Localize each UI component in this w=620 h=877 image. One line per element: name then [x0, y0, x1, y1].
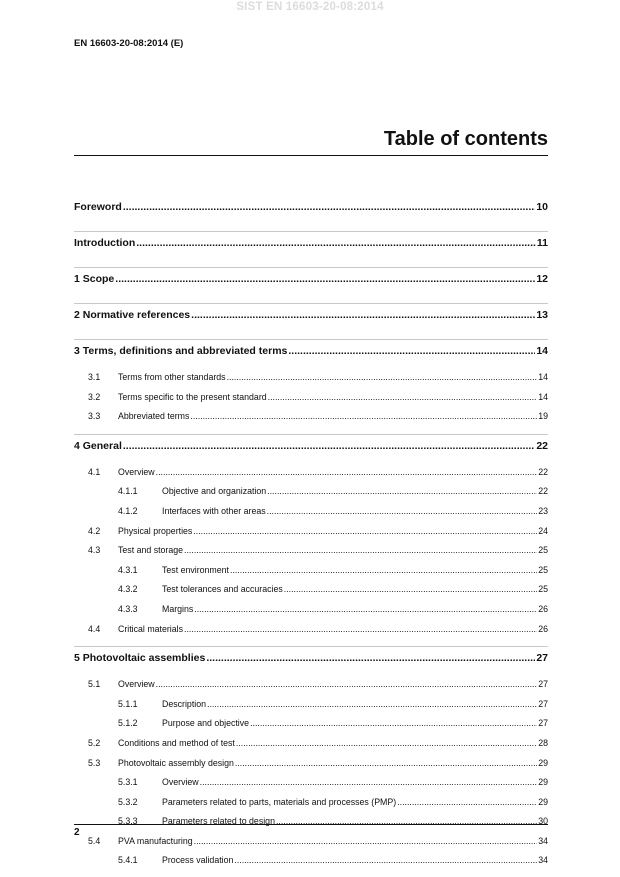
toc-entry-title: Test tolerances and accuracies — [162, 584, 283, 595]
toc-subsubsection-entry[interactable] — [74, 796, 548, 816]
toc-entry-page: 14 — [538, 372, 548, 382]
toc-entry-title: Abbreviated terms — [118, 411, 190, 422]
toc-entry-number: 5.1.2 — [118, 718, 138, 729]
dot-leader — [284, 583, 537, 595]
toc-subsubsection-entry[interactable] — [74, 564, 548, 584]
toc-entry-title: Parameters related to parts, materials and processes (PMP) — [162, 796, 397, 807]
dot-leader — [156, 466, 538, 478]
toc-section-entry[interactable] — [74, 340, 548, 371]
toc-entry-page: 25 — [538, 584, 548, 595]
toc-section-entry[interactable] — [74, 647, 548, 678]
toc-entry-page: 27 — [536, 652, 548, 665]
dot-leader — [230, 564, 537, 576]
dot-leader — [123, 200, 535, 214]
toc-entry-title: PVA manufacturing — [118, 835, 193, 846]
toc-entry-title: Process validation — [162, 855, 234, 866]
dot-leader — [184, 544, 537, 556]
toc-entry-title: Description — [162, 698, 207, 709]
toc-entry-page: 22 — [538, 466, 548, 477]
dot-leader — [236, 737, 537, 749]
toc-entry-title: Test and storage — [118, 545, 184, 556]
toc-subsubsection-entry[interactable] — [74, 776, 548, 796]
toc-entry-page: 29 — [538, 757, 548, 768]
footer-divider — [74, 824, 548, 825]
toc-entry-page: 10 — [536, 201, 548, 213]
toc-entry-number: 4.4 — [88, 623, 101, 634]
toc-entry-number: 4.3.1 — [118, 564, 138, 575]
toc-entry-title: Physical properties — [118, 525, 193, 536]
toc-subsubsection-entry[interactable] — [74, 854, 548, 874]
toc-entry-title: Overview — [118, 466, 155, 477]
toc-entry-number: 4.3.2 — [118, 584, 138, 595]
dot-leader — [190, 410, 537, 422]
toc-entry-page: 29 — [538, 777, 548, 788]
toc-entry-title: Overview — [118, 679, 155, 690]
toc-entry-title: Foreword — [74, 201, 122, 213]
toc-entry-number: 5.4.1 — [118, 855, 138, 866]
page-number: 2 — [74, 827, 80, 838]
toc-entry-page: 14 — [538, 391, 548, 402]
toc-subsection-entry[interactable] — [74, 371, 548, 391]
toc-entry-page: 12 — [536, 273, 548, 285]
toc-subsubsection-entry[interactable] — [74, 815, 548, 835]
toc-entry-page: 26 — [538, 603, 548, 614]
toc-subsubsection-entry[interactable] — [74, 583, 548, 603]
toc-entry-title: 4 General — [74, 439, 122, 452]
title-divider — [74, 155, 548, 156]
toc-entry-number: 5.1.1 — [118, 698, 138, 709]
toc-entry-title: Objective and organization — [162, 486, 267, 497]
toc-subsubsection-entry[interactable] — [74, 603, 548, 623]
toc-subsection-entry[interactable] — [74, 737, 548, 757]
toc-entry-page: 28 — [538, 737, 548, 748]
toc-entry-number: 5.4 — [88, 835, 101, 846]
toc-entry-number: 3.2 — [88, 391, 101, 402]
toc-entry-number: 5.3.1 — [118, 777, 138, 788]
document-id: EN 16603-20-08:2014 (E) — [74, 38, 184, 49]
dot-leader — [234, 854, 537, 866]
toc-entry-page: 11 — [536, 237, 548, 249]
toc-entry-page: 24 — [538, 525, 548, 536]
toc-entry-page: 30 — [538, 816, 548, 827]
toc-entry-number: 4.3.3 — [118, 603, 138, 614]
dot-leader — [227, 371, 538, 383]
toc-subsubsection-entry[interactable] — [74, 485, 548, 505]
toc-entry-number: 3.1 — [88, 372, 101, 382]
toc-section-entry[interactable] — [74, 304, 548, 335]
toc-subsection-entry[interactable] — [74, 835, 548, 855]
toc-entry-page: 29 — [538, 796, 548, 807]
dot-leader — [397, 796, 537, 808]
toc-subsection-entry[interactable] — [74, 544, 548, 564]
dot-leader — [268, 391, 538, 403]
dot-leader — [207, 698, 537, 710]
toc-entry-title: Terms from other standards — [118, 372, 226, 382]
dot-leader — [136, 236, 536, 250]
dot-leader — [267, 505, 538, 517]
toc-entry-number: 4.1 — [88, 466, 101, 477]
toc-entry-page: 27 — [538, 698, 548, 709]
toc-entry-number: 3.3 — [88, 411, 101, 422]
toc-entry-page: 22 — [538, 486, 548, 497]
dot-leader — [235, 757, 537, 769]
toc-subsubsection-entry[interactable] — [74, 717, 548, 737]
toc-subsubsection-entry[interactable] — [74, 698, 548, 718]
dot-leader — [200, 776, 538, 788]
toc-entry-page: 14 — [536, 345, 548, 357]
toc-entry-title: Purpose and objective — [162, 718, 250, 729]
toc-subsection-entry[interactable] — [74, 466, 548, 486]
toc-entry-page: 26 — [538, 623, 548, 634]
toc-entry-title: 1 Scope — [74, 273, 115, 285]
toc-entry-page: 19 — [538, 411, 548, 422]
table-of-contents — [74, 200, 548, 874]
toc-subsection-entry[interactable] — [74, 757, 548, 777]
toc-entry-title: Conditions and method of test — [118, 737, 235, 748]
toc-entry-number: 5.2 — [88, 737, 101, 748]
toc-subsection-entry[interactable] — [74, 525, 548, 545]
toc-entry-title: Interfaces with other areas — [162, 505, 266, 516]
toc-section-entry[interactable] — [74, 435, 548, 466]
toc-entry-title: Test environment — [162, 564, 229, 575]
dot-leader — [194, 835, 538, 847]
toc-entry-title: Photovoltaic assembly design — [118, 757, 234, 768]
page-title: Table of contents — [383, 128, 548, 150]
dot-leader — [123, 439, 535, 453]
toc-entry-title: Overview — [162, 777, 199, 788]
dot-leader — [184, 623, 537, 635]
dot-leader — [250, 717, 537, 729]
toc-entry-title: 5 Photovoltaic assemblies — [74, 652, 206, 665]
dot-leader — [276, 815, 537, 827]
dot-leader — [267, 485, 537, 497]
toc-entry-page: 34 — [538, 835, 548, 846]
toc-entry-page: 13 — [536, 309, 548, 321]
toc-entry-number: 5.3.2 — [118, 796, 138, 807]
dot-leader — [191, 308, 535, 322]
toc-entry-number: 5.1 — [88, 679, 101, 690]
toc-entry-title: Critical materials — [118, 623, 184, 634]
toc-section-entry[interactable] — [74, 268, 548, 299]
dot-leader — [194, 603, 537, 615]
watermark: SIST EN 16603-20-08:2014 — [236, 1, 384, 13]
dot-leader — [206, 651, 535, 665]
toc-entry-number: 4.1.1 — [118, 486, 138, 497]
toc-entry-page: 27 — [538, 679, 548, 690]
toc-entry-page: 22 — [536, 439, 548, 452]
toc-entry-page: 25 — [538, 545, 548, 556]
toc-entry-title: Terms specific to the present standard — [118, 391, 267, 402]
toc-subsection-entry[interactable] — [74, 623, 548, 643]
toc-subsubsection-entry[interactable] — [74, 505, 548, 525]
toc-entry-number: 5.3.3 — [118, 816, 138, 827]
toc-entry-title: 2 Normative references — [74, 309, 191, 321]
toc-subsection-entry[interactable] — [74, 678, 548, 698]
dot-leader — [115, 272, 535, 286]
toc-subsection-entry[interactable] — [74, 391, 548, 411]
toc-entry-number: 4.1.2 — [118, 505, 138, 516]
toc-entry-title: 3 Terms, definitions and abbreviated terms — [74, 345, 288, 357]
toc-entry-page: 23 — [538, 505, 548, 516]
toc-entry-page: 27 — [538, 718, 548, 729]
toc-subsection-entry[interactable] — [74, 410, 548, 430]
toc-entry-number: 5.3 — [88, 757, 101, 768]
toc-entry-title: Margins — [162, 603, 194, 614]
toc-entry-number: 4.3 — [88, 545, 101, 556]
toc-entry-number: 4.2 — [88, 525, 101, 536]
toc-section-entry[interactable] — [74, 232, 548, 263]
dot-leader — [193, 525, 537, 537]
dot-leader — [156, 678, 538, 690]
toc-entry-page: 34 — [538, 855, 548, 866]
dot-leader — [288, 344, 535, 358]
toc-entry-title: Parameters related to design — [162, 816, 275, 827]
toc-entry-page: 25 — [538, 564, 548, 575]
toc-entry-title: Introduction — [74, 237, 136, 249]
toc-section-entry[interactable] — [74, 200, 548, 227]
